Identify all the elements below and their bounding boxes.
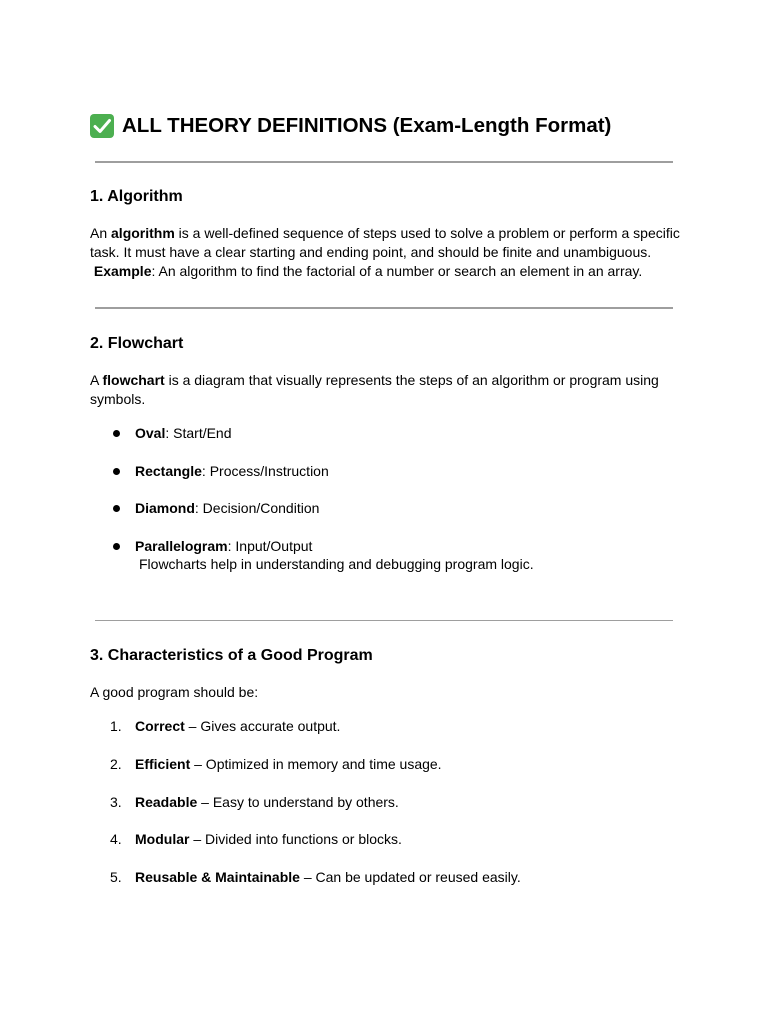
page-title-text: ALL THEORY DEFINITIONS (Exam-Length Format) [122,114,612,137]
section-heading-flowchart: 2. Flowchart [90,335,184,352]
flowchart-term: flowchart [102,372,165,388]
divider-1 [95,161,673,163]
bullet-icon [113,430,120,437]
bullet-icon [113,468,120,475]
characteristics-intro: A good program should be: [90,684,259,700]
divider-3 [95,620,673,621]
page-title [90,114,611,138]
algorithm-example: Example: An algorithm to find the factorial of a number or search an element in an array. [93,263,643,279]
bullet-icon [113,505,120,512]
algorithm-line-1: An algorithm is a well-defined sequence of steps used to solve a problem or perform a specific [90,225,680,241]
algorithm-line-2: task. It must have a clear starting and ending point, and should be finite and unambiguous. [90,244,652,260]
section-heading-algorithm: 1. Algorithm [90,188,183,205]
check-mark-icon [90,114,114,138]
algorithm-paragraph [90,224,690,281]
flowchart-note: Flowcharts help in understanding and debugging program logic. [139,556,534,572]
algorithm-term: algorithm [111,225,175,241]
flowchart-line-1: A flowchart is a diagram that visually represents the steps of an algorithm or program using [90,372,659,388]
bullet-icon [113,543,120,550]
divider-2 [95,307,673,309]
flowchart-paragraph [90,371,690,409]
document-page: ALL THEORY DEFINITIONS (Exam-Length Format) 1. Algorithm An algorithm is a well-defined sequence of steps used to solve a problem or perform a specific task. It must have a clear starting and ending point, and should be finite and unambiguous. Example: An algorithm to find the factorial of a number or search an element in an array. 2. Flowchart A flowchart is a diagram that visually represents the steps of an algorithm or program using symbols. Oval: Start/End Rectangle: Process/Instruction Diamond: Decision/Condition Parallelogram: Input/Output Flowcharts help in understanding and debugging program logic. 3. Characteristics of a Good Program A good program should be: 1. Correct – Gives accurate output. 2. Efficient – Optimized in memory and time usage. 3. Readable – Easy to understand by others. 4. Modular – Divided into functions or blocks. 5. Reusable & Maintainable – Can be updated or reused easily. [0,0,768,1024]
example-label: Example [93,263,152,279]
flowchart-line-2: symbols. [90,391,146,407]
section-heading-characteristics: 3. Characteristics of a Good Program [90,647,373,664]
